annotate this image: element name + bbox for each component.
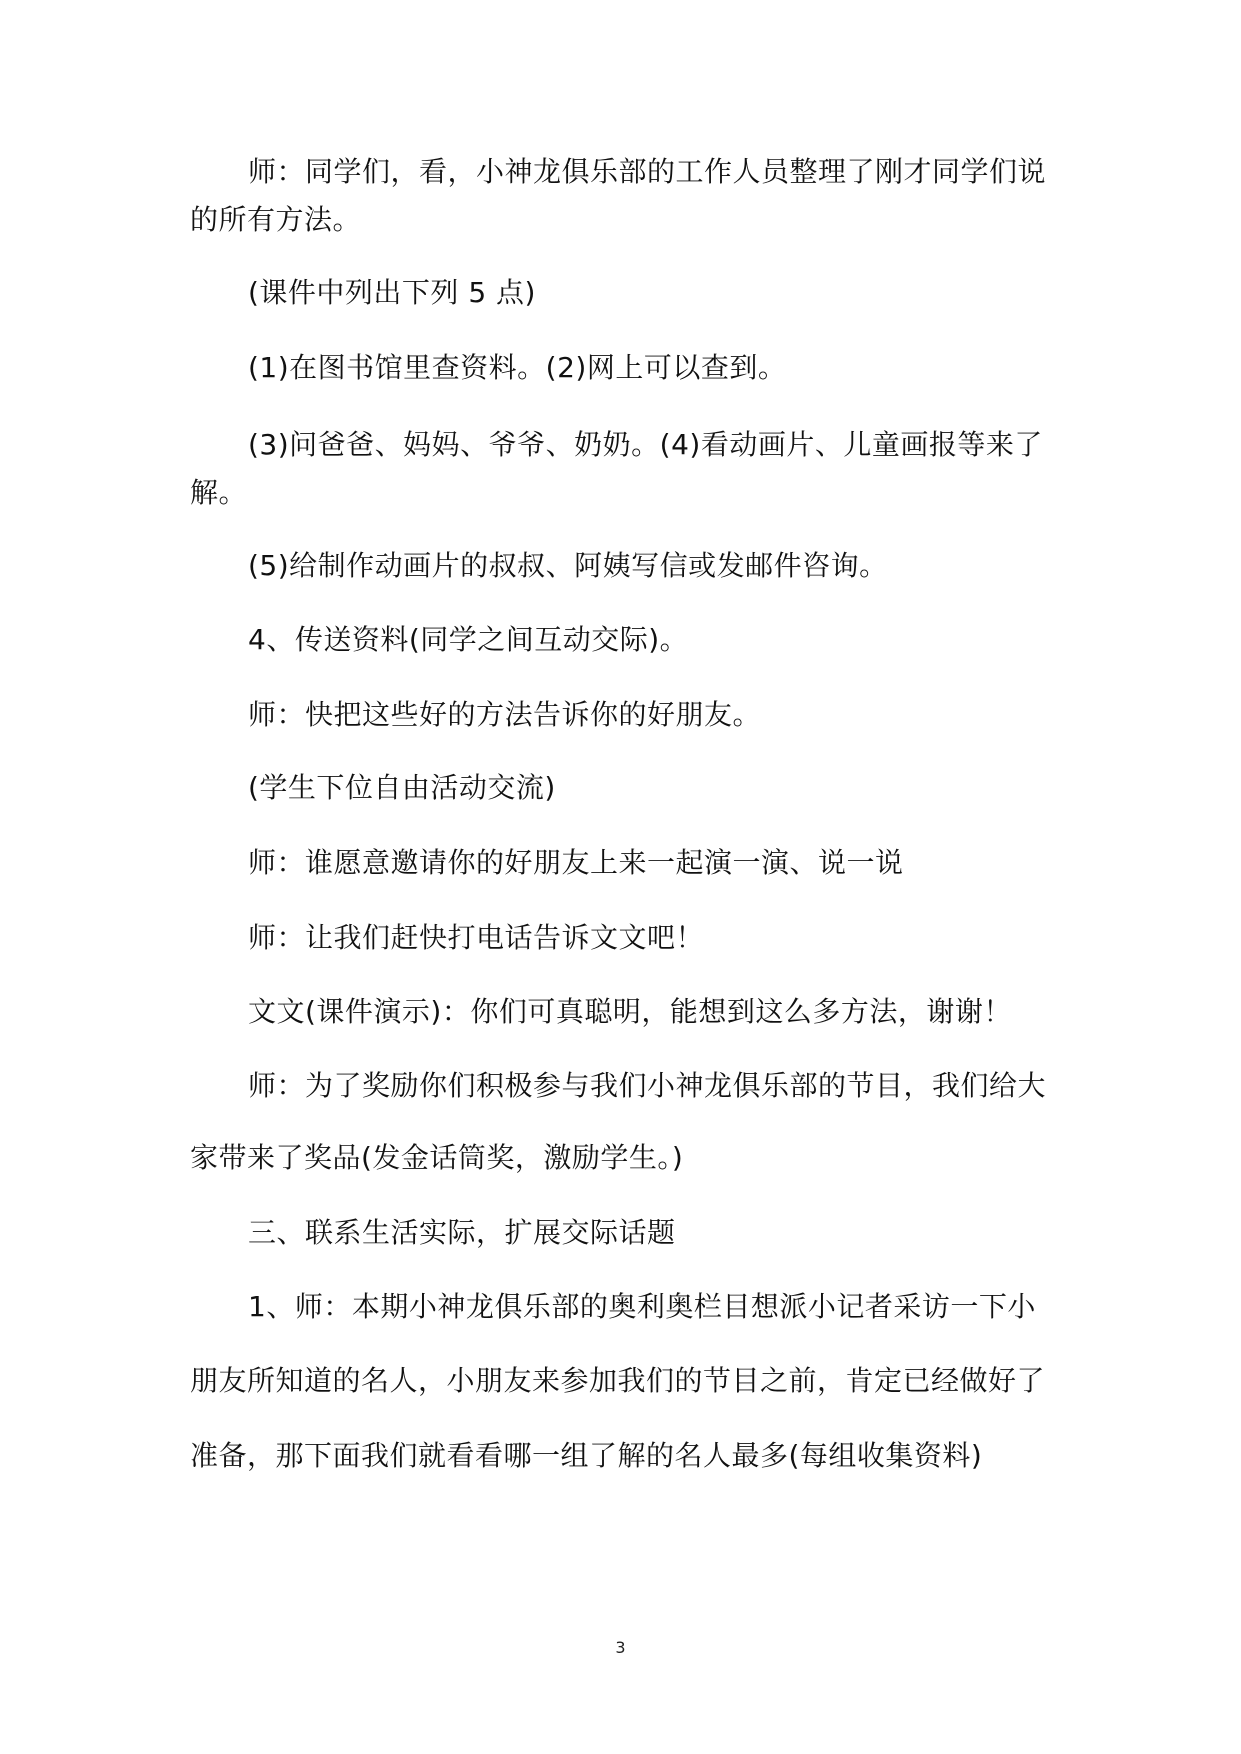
paragraph-line: (3)问爸爸、妈妈、爷爷、奶奶。(4)看动画片、儿童画报等来了 bbox=[248, 428, 1043, 461]
paragraph-line: (学生下位自由活动交流) bbox=[248, 771, 556, 804]
paragraph-line: 的所有方法。 bbox=[190, 203, 362, 236]
paragraph-line: 4、传送资料(同学之间互动交际)。 bbox=[248, 623, 689, 656]
paragraph-line: 1、师：本期小神龙俱乐部的奥利奥栏目想派小记者采访一下小 bbox=[248, 1290, 1036, 1323]
paragraph-line: (5)给制作动画片的叔叔、阿姨写信或发邮件咨询。 bbox=[248, 549, 888, 582]
paragraph-line: 师：谁愿意邀请你的好朋友上来一起演一演、说一说 bbox=[248, 846, 904, 879]
paragraph-line: 师：让我们赶快打电话告诉文文吧！ bbox=[248, 921, 705, 954]
paragraph-line: 家带来了奖品(发金话筒奖，激励学生。) bbox=[190, 1141, 684, 1174]
paragraph-line: 师：同学们，看，小神龙俱乐部的工作人员整理了刚才同学们说 bbox=[248, 155, 1047, 188]
paragraph-line: 准备，那下面我们就看看哪一组了解的名人最多(每组收集资料) bbox=[190, 1439, 983, 1472]
paragraph-line: 朋友所知道的名人，小朋友来参加我们的节目之前，肯定已经做好了 bbox=[190, 1364, 1046, 1397]
page-number: 3 bbox=[615, 1638, 626, 1657]
paragraph-line: (课件中列出下列 5 点) bbox=[248, 276, 536, 309]
paragraph-line: 解。 bbox=[190, 476, 248, 509]
paragraph-line: 文文(课件演示)：你们可真聪明，能想到这么多方法，谢谢！ bbox=[248, 995, 1012, 1028]
paragraph-line: (1)在图书馆里查资料。(2)网上可以查到。 bbox=[248, 351, 787, 384]
paragraph-line: 师：为了奖励你们积极参与我们小神龙俱乐部的节目，我们给大 bbox=[248, 1069, 1047, 1102]
section-heading: 三、联系生活实际，扩展交际话题 bbox=[248, 1216, 676, 1249]
paragraph-line: 师：快把这些好的方法告诉你的好朋友。 bbox=[248, 698, 762, 731]
